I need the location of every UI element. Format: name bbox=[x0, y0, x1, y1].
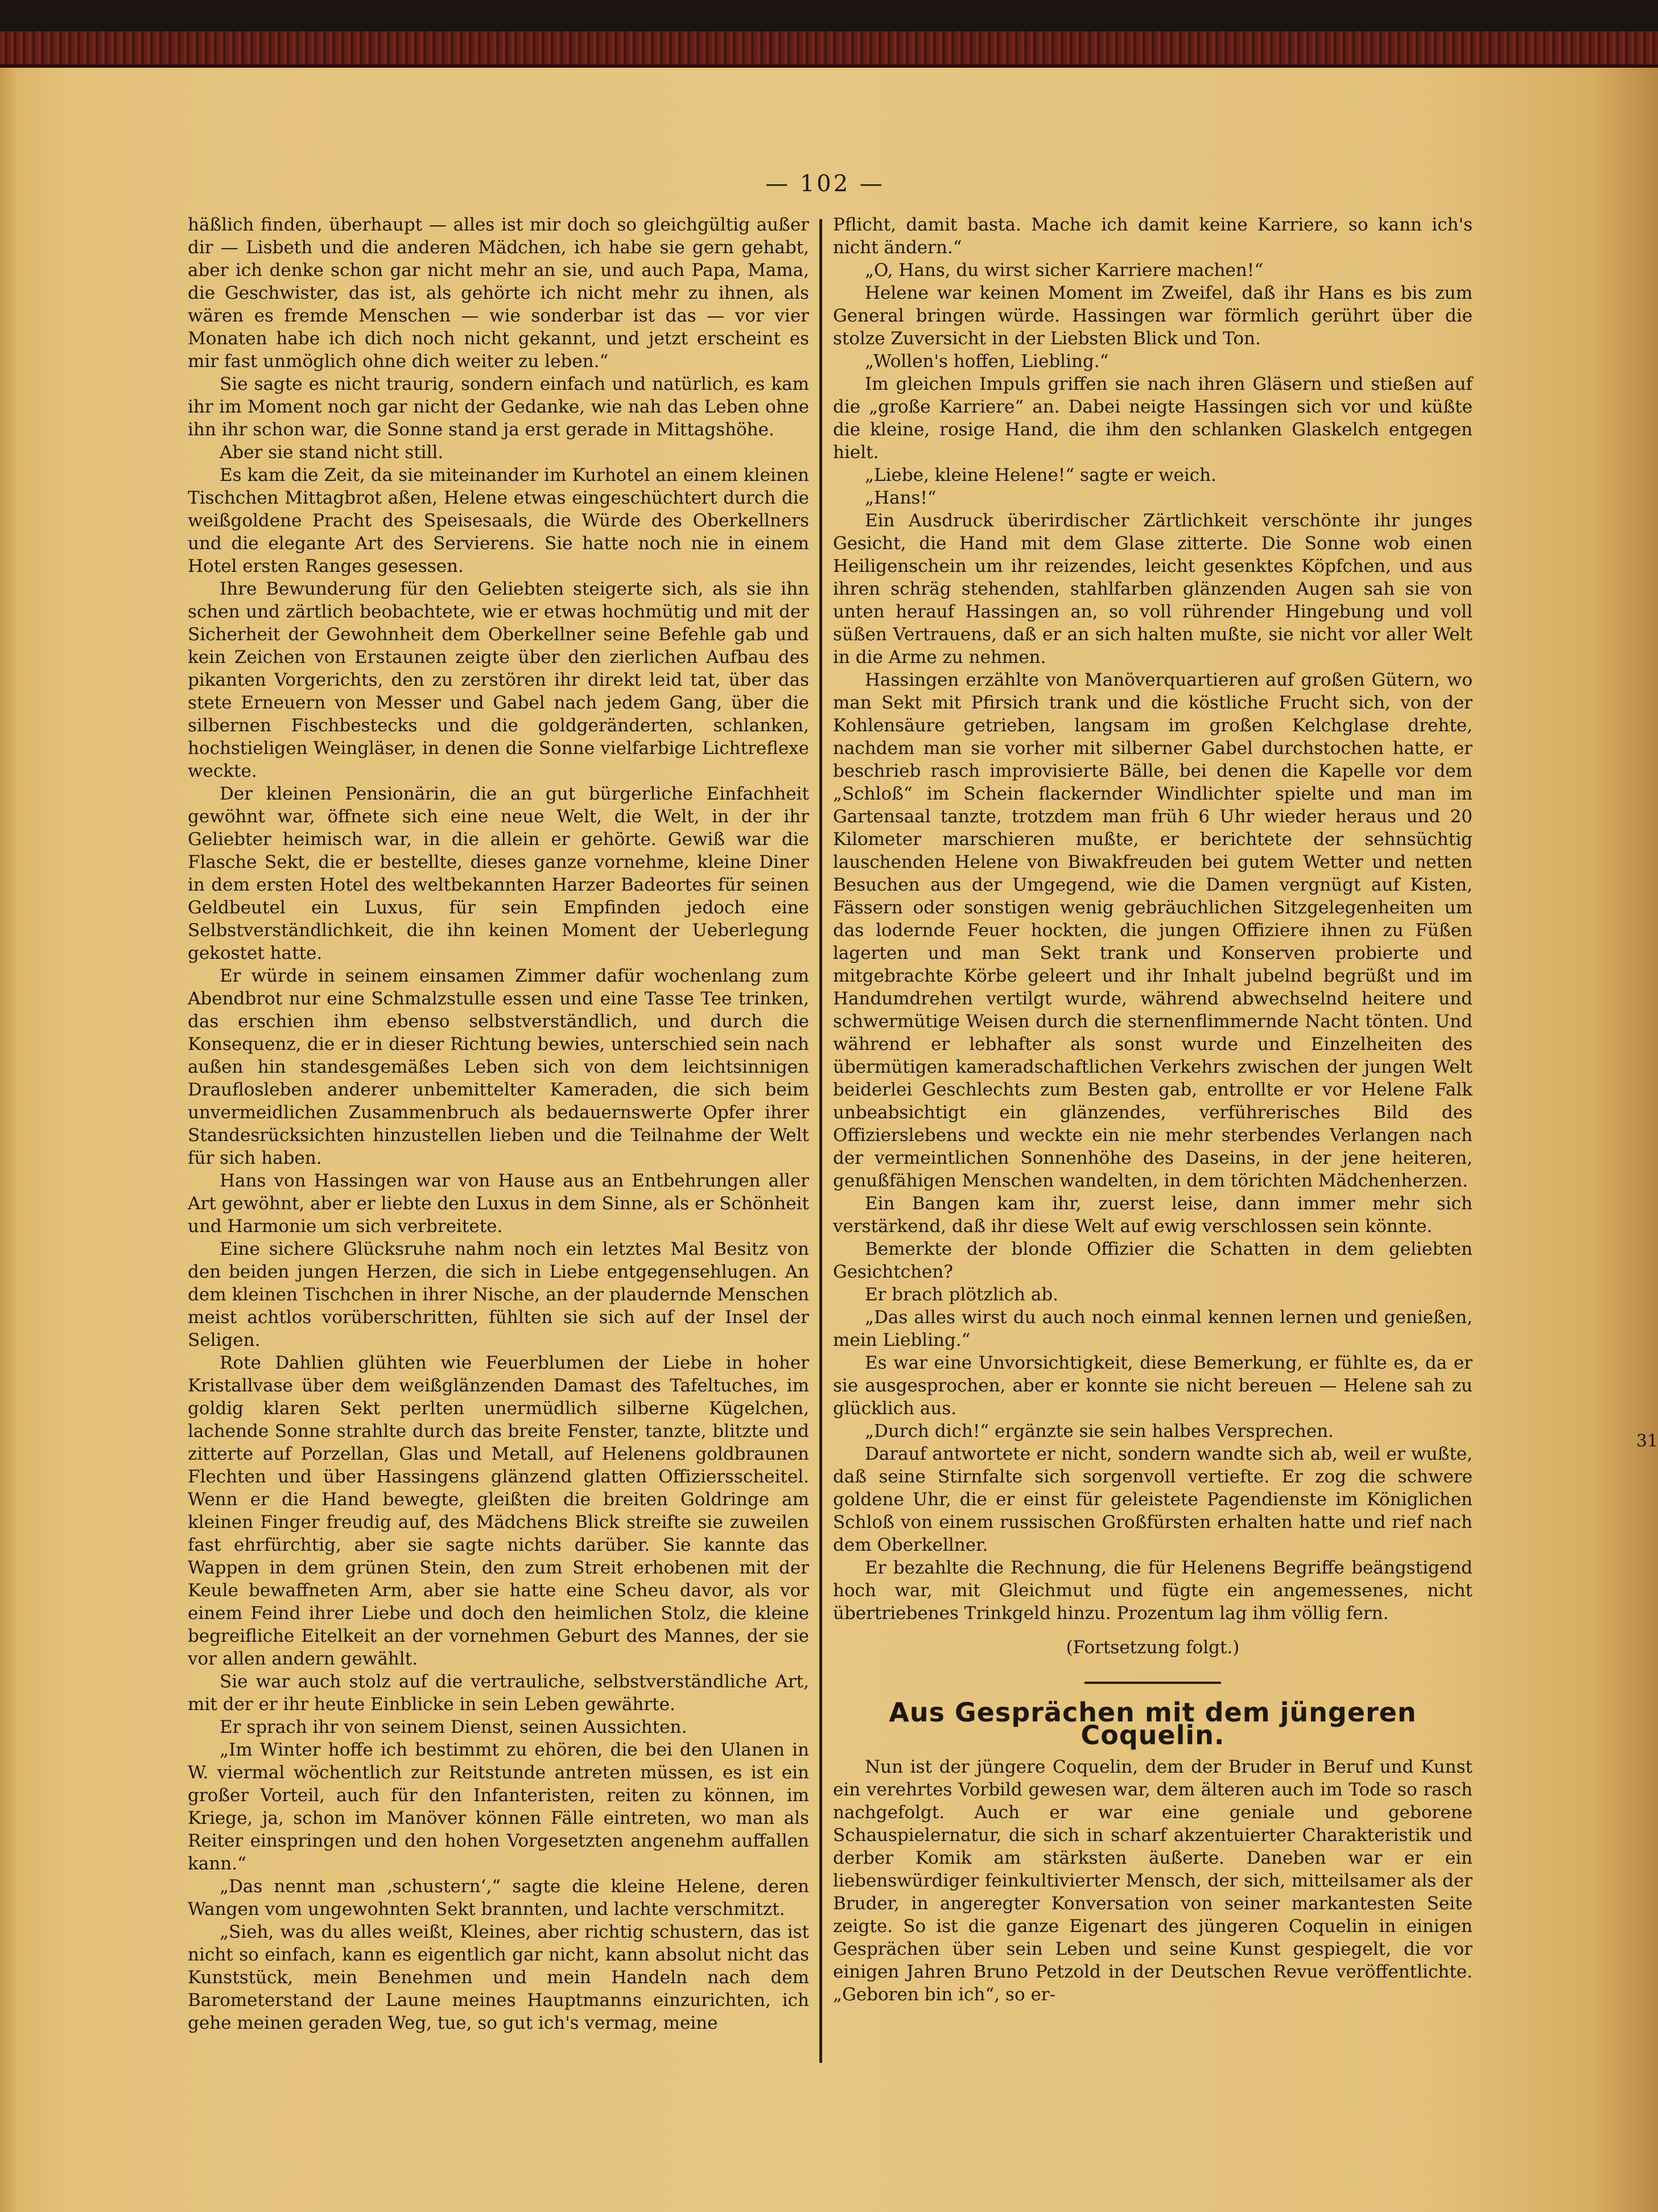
paragraph: Hassingen erzählte von Manöverquartieren auf großen Gütern, wo man Sekt mit Pfirsich trank und die köstliche Frucht sich, von der Kohlensäure getrieben, langsam im großen Kelchglase drehte, nachdem man sie vorher mit silberner Gabel durchstochen hatte, er beschrieb rasch improvisierte Bälle, bei denen die Kapelle vor dem „Schloß“ im Schein flackernder Windlichter spielte und man im Gartensaal tanzte, trotzdem man früh 6 Uhr wieder heraus und 20 Kilometer marschieren mußte, er berichtete der sehnsüchtig lauschenden Helene von Biwakfreuden bei gutem Wetter und netten Besuchen aus der Umgegend, wie die Damen vergnügt auf Kisten, Fässern oder sonstigen wenig gebräuchlichen Sitzgelegenheiten um das lodernde Feuer hockten, die jungen Offiziere ihnen zu Füßen lagerten und man Sekt trank und Konserven probierte und mitgebrachte Körbe geleert und ihr Inhalt jubelnd begrüßt und im Handumdrehen vertilgt wurde, während abwechselnd heitere und schwermütige Weisen durch die sternenflimmernde Nacht tönten. Und während er lebhafter als sonst wurde und Einzelheiten des übermütigen kameradschaftlichen Verkehrs zwischen der jungen Welt beiderlei Geschlechts zum Besten gab, entrollte er vor Helene Falk unbeabsichtigt ein glänzendes, verführerisches Bild des Offizierslebens und weckte ein nie mehr sterbendes Verlangen nach der vermeintlichen Sonnenhöhe des Daseins, in der jene heiteren, genußfähigen Menschen wandelten, in dem törichten Mädchenherzen. bbox=[833, 670, 1473, 1191]
paragraph: Er würde in seinem einsamen Zimmer dafür wochenlang zum Abendbrot nur eine Schmalzstulle essen und eine Tasse Tee trinken, das erschien ihm ebenso selbstverständlich, und durch die Konsequenz, die er in dieser Richtung bewies, unterschied sein nach außen hin standesgemäßes Leben sich von dem leichtsinnigen Drauflosleben anderer unbemittelter Kameraden, die sich beim unvermeidlichen Zusammenbruch als bedauernswerte Opfer ihrer Standesrücksichten hinzustellen lieben und die Teilnahme der Welt für sich haben. bbox=[188, 966, 809, 1168]
paragraph: Sie sagte es nicht traurig, sondern einfach und natürlich, es kam ihr im Moment noch gar nicht der Gedanke, wie nah das Leben ohne ihn ihr schon war, die Sonne stand ja erst gerade in Mittagshöhe. bbox=[188, 374, 809, 440]
paragraph: „Das alles wirst du auch noch einmal kennen lernen und genießen, mein Liebling.“ bbox=[833, 1307, 1473, 1350]
article-paragraph: Nun ist der jüngere Coquelin, dem der Bruder in Beruf und Kunst ein verehrtes Vorbild gewesen war, dem älteren auch im Tode so rasch nachgefolgt. Auch er war eine geniale und geborene Schauspielernatur, die sich in scharf akzentuierter Charakteristik und derber Komik am stärksten äußerte. Daneben war er ein liebenswürdiger feinkultivierter Mensch, der sich, mitteilsamer als der Bruder, in angeregter Konversation von seiner markantesten Seite zeigte. So ist die ganze Eigenart des jüngeren Coquelin in einigen Gesprächen über sein Leben und seine Kunst gespiegelt, die vor einigen Jahren Bruno Petzold in der Deutschen Revue veröffentlichte. „Geboren bin ich“, so er- bbox=[833, 1757, 1473, 2005]
column-divider bbox=[819, 219, 822, 2063]
article-headline: Aus Gesprächen mit dem jüngeren Coquelin. bbox=[889, 1697, 1417, 1750]
paragraph: Der kleinen Pensionärin, die an gut bürgerliche Einfachheit gewöhnt war, öffnete sich eine neue Welt, die Welt, in der ihr Geliebter heimisch war, in die allein er gehörte. Gewiß war die Flasche Sekt, die er bestellte, dieses ganze vornehme, kleine Diner in dem ersten Hotel des weltbekannten Harzer Badeortes für seinen Geldbeutel ein Luxus, für sein Empfinden jedoch eine Selbstverständlichkeit, die ihn keinen Moment der Ueberlegung gekostet hatte. bbox=[188, 784, 809, 963]
paragraph: „Das nennt man ‚schustern‘,“ sagte die kleine Helene, deren Wangen vom ungewohnten Sekt brannten, und lachte verschmitzt. bbox=[188, 1876, 809, 1919]
paragraph: Hans von Hassingen war von Hause aus an Entbehrungen aller Art gewöhnt, aber er liebte den Luxus in dem Sinne, als er Schönheit und Harmonie um sich verbreitete. bbox=[188, 1171, 809, 1237]
paragraph: „Sieh, was du alles weißt, Kleines, aber richtig schustern, das ist nicht so einfach, kann es eigentlich gar nicht, kann absolut nicht das Kunststück, mein Benehmen und mein Handeln nach dem Barometerstand der Laune meines Hauptmanns einzurichten, ich gehe meinen geraden Weg, tue, so gut ich's vermag, meine bbox=[188, 1922, 809, 2033]
paragraph: Es kam die Zeit, da sie miteinander im Kurhotel an einem kleinen Tischchen Mittagbrot aßen, Helene etwas eingeschüchtert durch die weißgoldene Pracht des Speisesaals, die Würde des Oberkellners und die elegante Art des Servierens. Sie hatte noch nie in einem Hotel ersten Ranges gesessen. bbox=[188, 465, 809, 576]
left-column bbox=[188, 213, 809, 2034]
page-number: — 102 — bbox=[765, 171, 885, 197]
paragraph: Ihre Bewunderung für den Geliebten steigerte sich, als sie ihn schen und zärtlich beobachtete, wie er etwas hochmütig und mit der Sicherheit der Gewohnheit dem Oberkellner seine Befehle gab und kein Zeichen von Erstaunen zeigte über den zierlichen Aufbau des pikanten Vorgerichts, den zu zerstören ihr direkt leid tat, über das stete Erneuern von Messer und Gabel nach jedem Gang, über die silbernen Fischbestecks und die goldgeränderten, schlanken, hochstieligen Weingläser, in denen die Sonne vielfarbige Lichtreflexe weckte. bbox=[188, 579, 809, 781]
paragraph: häßlich finden, überhaupt — alles ist mir doch so gleichgültig außer dir — Lisbeth und die anderen Mädchen, ich habe sie gern gehabt, aber ich denke schon gar nicht mehr an sie, und auch Papa, Mama, die Geschwister, das ist, als gehörte ich nicht mehr zu ihnen, als wären es fremde Menschen — wie sonderbar ist das — vor vier Monaten habe ich dich noch nicht gekannt, und jetzt erscheint es mir fast unmöglich ohne dich weiter zu leben.“ bbox=[188, 215, 809, 372]
paragraph: „Wollen's hoffen, Liebling.“ bbox=[865, 351, 1109, 372]
paragraph: Eine sichere Glücksruhe nahm noch ein letztes Mal Besitz von den beiden jungen Herzen, die sich in Liebe entgegensehlugen. An dem kleinen Tischchen in ihrer Nische, an der plaudernde Menschen meist achtlos vorüberschritten, fühlten sie sich auf der Insel der Seligen. bbox=[188, 1239, 809, 1350]
paragraph: Er brach plötzlich ab. bbox=[865, 1284, 1059, 1305]
paragraph: Ein Bangen kam ihr, zuerst leise, dann immer mehr sich verstärkend, daß ihr diese Welt auf ewig verschlossen sein könnte. bbox=[833, 1193, 1473, 1237]
right-column bbox=[833, 213, 1473, 2006]
paragraph: Er sprach ihr von seinem Dienst, seinen Aussichten. bbox=[220, 1717, 687, 1737]
paragraph: Darauf antwortete er nicht, sondern wandte sich ab, weil er wußte, daß seine Stirnfalte sich sorgenvoll vertiefte. Er zog die schwere goldene Uhr, die er einst für geleistete Pagendienste im Königlichen Schloß von einem russischen Großfürsten erhalten hatte und rief nach dem Oberkellner. bbox=[833, 1444, 1473, 1555]
paragraph: Aber sie stand nicht still. bbox=[220, 442, 444, 463]
book-spine-band bbox=[0, 31, 1658, 68]
paragraph: Pflicht, damit basta. Mache ich damit keine Karriere, so kann ich's nicht ändern.“ bbox=[833, 215, 1473, 258]
paragraph: Bemerkte der blonde Offizier die Schatten in dem geliebten Gesichtchen? bbox=[833, 1239, 1473, 1282]
paragraph: „O, Hans, du wirst sicher Karriere machen!“ bbox=[865, 260, 1264, 281]
paragraph: Rote Dahlien glühten wie Feuerblumen der Liebe in hoher Kristallvase über dem weißglänzenden Damast des Tafeltuches, im goldig klaren Sekt perlten unermüdlich silberne Kügelchen, lachende Sonne strahlte durch das breite Fenster, tanzte, blitzte und zitterte auf Porzellan, Glas und Metall, auf Helenens goldbraunen Flechten und über Hassingens glänzend glatten Offiziersscheitel. Wenn er die Hand bewegte, gleißten die breiten Goldringe am kleinen Finger freudig auf, des Mädchens Blick streifte sie zuweilen fast ehrfürchtig, aber sie sagte nichts darüber. Sie kannte das Wappen in dem grünen Stein, den zum Streit erhobenen mit der Keule bewaffneten Arm, aber sie hatte eine Scheu davor, als vor einem Feind ihrer Liebe und doch den heimlichen Stolz, die kleine begreifliche Eitelkeit an der vornehmen Geburt des Mannes, der sie vor allen andern gewählt. bbox=[188, 1353, 809, 1669]
facing-page-fragment: 31 bbox=[1636, 1431, 1658, 1451]
continuation-note: (Fortsetzung folgt.) bbox=[1066, 1637, 1240, 1658]
paragraph: Sie war auch stolz auf die vertrauliche, selbstverständliche Art, mit der er ihr heute Einblicke in sein Leben gewährte. bbox=[188, 1671, 809, 1715]
section-divider bbox=[1084, 1682, 1221, 1684]
paragraph: „Liebe, kleine Helene!“ sagte er weich. bbox=[865, 465, 1216, 485]
paragraph: Ein Ausdruck überirdischer Zärtlichkeit verschönte ihr junges Gesicht, die Hand mit dem Glase zitterte. Die Sonne wob einen Heiligenschein um ihr reizendes, leicht gesenktes Köpfchen, und aus ihren schräg stehenden, stahlfarben glänzenden Augen sah sie von unten herauf Hassingen an, so voll rührender Hingebung und voll süßen Vertrauens, daß er an sich halten mußte, sie nicht vor aller Welt in die Arme zu nehmen. bbox=[833, 510, 1473, 668]
paragraph: „Hans!“ bbox=[865, 488, 937, 508]
paragraph: Es war eine Unvorsichtigkeit, diese Bemerkung, er fühlte es, da er sie ausgesprochen, aber er konnte sie nicht bereuen — Helene sah zu glücklich aus. bbox=[833, 1353, 1473, 1419]
paragraph: „Durch dich!“ ergänzte sie sein halbes Versprechen. bbox=[865, 1421, 1334, 1441]
newspaper-page bbox=[0, 31, 1658, 2212]
paragraph: Im gleichen Impuls griffen sie nach ihren Gläsern und stießen auf die „große Karriere“ an. Dabei neigte Hassingen sich vor und küßte die kleine, rosige Hand, die ihm den schlanken Glaskelch entgegen hielt. bbox=[833, 374, 1473, 463]
paragraph: Helene war keinen Moment im Zweifel, daß ihr Hans es bis zum General bringen würde. Hassingen war förmlich gerührt über die stolze Zuversicht in der Liebsten Blick und Ton. bbox=[833, 283, 1473, 349]
paragraph: „Im Winter hoffe ich bestimmt zu ehören, die bei den Ulanen in W. viermal wöchentlich zur Reitstunde antreten müssen, es ist ein großer Vorteil, auch für den Infanteristen, reiten zu können, im Kriege, ja, schon im Manöver können Fälle eintreten, wo man als Reiter einspringen und den hohen Vorgesetzten angenehm auffallen kann.“ bbox=[188, 1740, 809, 1874]
paragraph: Er bezahlte die Rechnung, die für Helenens Begriffe beängstigend hoch war, mit Gleichmut und fügte ein angemessenes, nicht übertriebenes Trinkgeld hinzu. Prozentum lag ihm völlig fern. bbox=[833, 1558, 1473, 1624]
